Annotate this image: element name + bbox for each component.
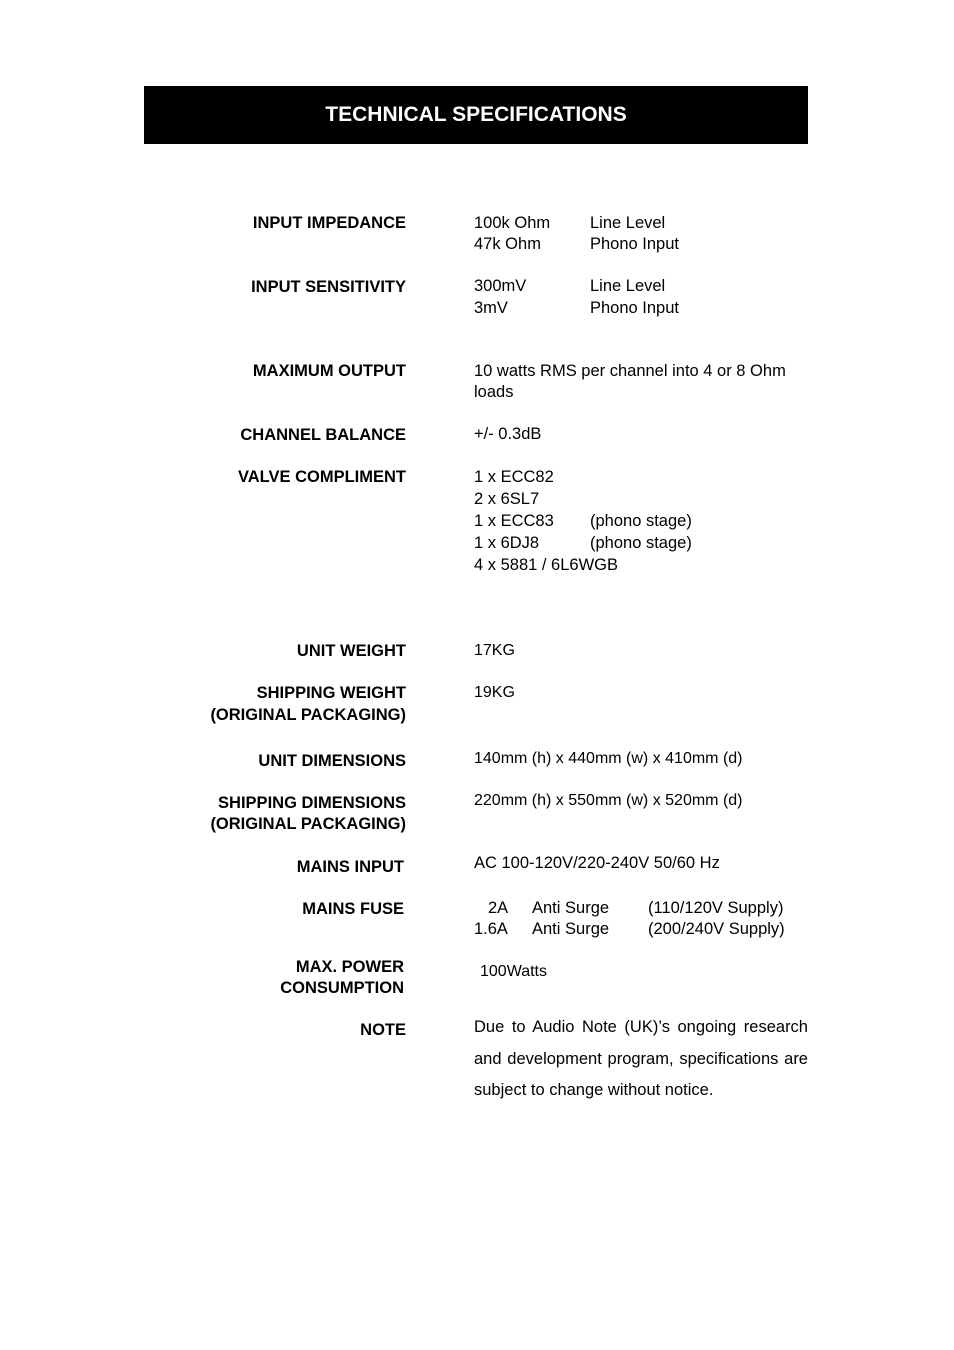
shipping-weight-label-packaging: (ORIGINAL PACKAGING) bbox=[210, 706, 406, 724]
fuse-supply: (110/120V Supply) bbox=[648, 899, 784, 917]
input-impedance-value-1: 100k Ohm bbox=[474, 214, 551, 232]
mains-fuse-label: MAINS FUSE bbox=[302, 900, 404, 918]
shipping-dimensions-value: 220mm (h) x 550mm (w) x 520mm (d) bbox=[474, 792, 743, 809]
note-label: NOTE bbox=[360, 1021, 406, 1039]
valve-item: 1 x 6DJ8 bbox=[474, 534, 540, 552]
valve-item: 1 x ECC82 bbox=[474, 468, 554, 486]
valve-item-note: (phono stage) bbox=[590, 512, 692, 530]
shipping-dimensions-label-packaging: (ORIGINAL PACKAGING) bbox=[210, 815, 406, 833]
note-text: Due to Audio Note (UK)’s ongoing research and development program, specifications are subject to change without notice. bbox=[474, 1018, 808, 1099]
valve-item-note: (phono stage) bbox=[590, 534, 692, 552]
fuse-type: Anti Surge bbox=[532, 899, 610, 917]
valve-compliment-label: VALVE COMPLIMENT bbox=[237, 468, 406, 486]
input-sensitivity-label: INPUT SENSITIVITY bbox=[251, 278, 406, 296]
input-impedance-value-2: 47k Ohm bbox=[474, 235, 541, 253]
max-power-label: MAX. POWER bbox=[295, 958, 404, 976]
maximum-output-line-2: loads bbox=[474, 383, 514, 401]
fuse-rating: 2A bbox=[488, 899, 509, 917]
shipping-weight-label: SHIPPING WEIGHT bbox=[256, 684, 406, 702]
max-power-value: 100Watts bbox=[480, 963, 547, 980]
input-impedance-label: INPUT IMPEDANCE bbox=[252, 214, 406, 232]
max-power-label-consumption: CONSUMPTION bbox=[280, 979, 404, 997]
fuse-row bbox=[474, 898, 814, 920]
unit-dimensions-value: 140mm (h) x 440mm (w) x 410mm (d) bbox=[474, 750, 743, 767]
input-impedance-desc-1: Line Level bbox=[590, 214, 666, 232]
channel-balance-label: CHANNEL BALANCE bbox=[240, 426, 406, 444]
input-sensitivity-desc-2: Phono Input bbox=[590, 299, 679, 317]
input-sensitivity-value-1: 300mV bbox=[474, 277, 527, 295]
input-sensitivity-desc-1: Line Level bbox=[590, 277, 666, 295]
shipping-dimensions-label: SHIPPING DIMENSIONS bbox=[218, 794, 406, 812]
unit-weight-value: 17KG bbox=[474, 642, 515, 659]
maximum-output-label: MAXIMUM OUTPUT bbox=[252, 362, 406, 380]
unit-dimensions-label: UNIT DIMENSIONS bbox=[258, 752, 406, 770]
fuse-type: Anti Surge bbox=[532, 920, 610, 938]
mains-input-value: AC 100-120V/220-240V 50/60 Hz bbox=[474, 854, 720, 872]
valve-item: 4 x 5881 / 6L6WGB bbox=[474, 556, 618, 574]
fuse-supply: (200/240V Supply) bbox=[648, 920, 785, 938]
valve-item: 2 x 6SL7 bbox=[474, 490, 540, 508]
page-title: TECHNICAL SPECIFICATIONS bbox=[144, 86, 808, 144]
input-sensitivity-value-2: 3mV bbox=[474, 299, 508, 317]
unit-weight-label: UNIT WEIGHT bbox=[296, 642, 406, 660]
fuse-row bbox=[474, 919, 814, 941]
mains-input-label: MAINS INPUT bbox=[296, 858, 404, 876]
fuse-rating: 1.6A bbox=[474, 920, 508, 938]
shipping-weight-value: 19KG bbox=[474, 684, 515, 701]
valve-item: 1 x ECC83 bbox=[474, 512, 554, 530]
channel-balance-value: +/- 0.3dB bbox=[474, 425, 542, 443]
maximum-output-line-1: 10 watts RMS per channel into 4 or 8 Ohm bbox=[474, 362, 786, 380]
input-impedance-desc-2: Phono Input bbox=[590, 235, 679, 253]
